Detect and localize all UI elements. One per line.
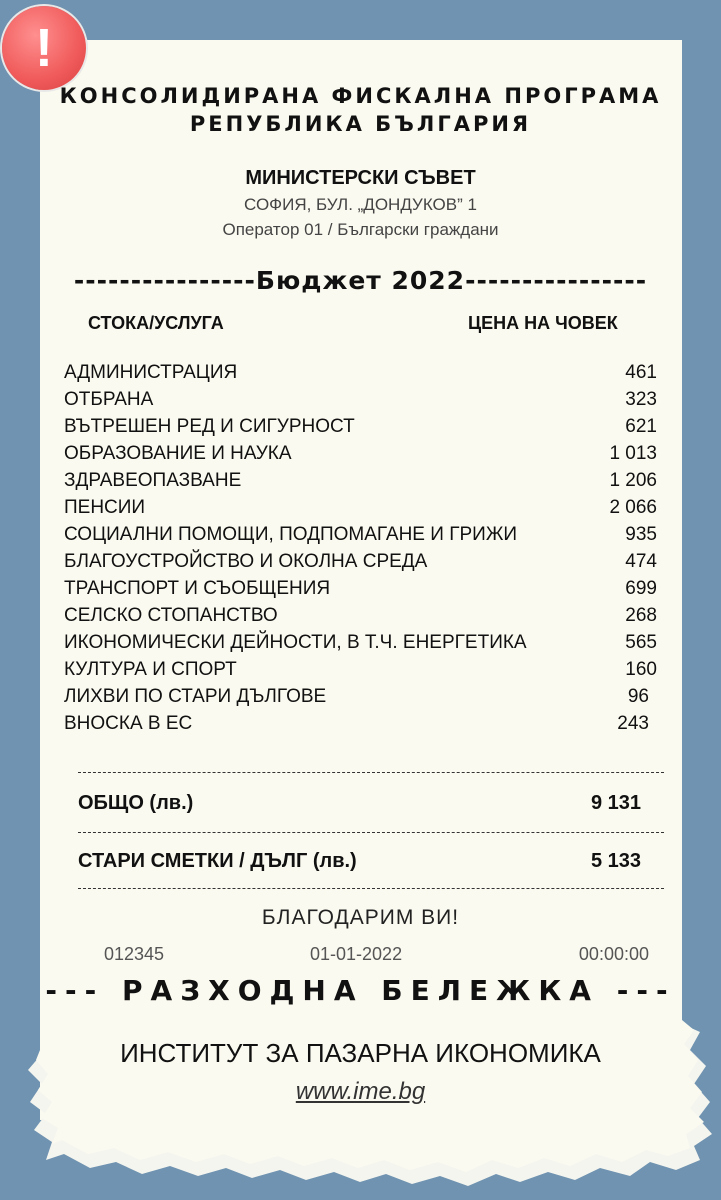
divider: [78, 888, 664, 889]
institute-name: ИНСТИТУТ ЗА ПАЗАРНА ИКОНОМИКА: [120, 1038, 601, 1068]
item-label: ТРАНСПОРТ И СЪОБЩЕНИЯ: [64, 578, 331, 599]
item-value: 1 013: [609, 443, 657, 464]
debt-label: СТАРИ СМЕТКИ / ДЪЛГ (лв.): [78, 850, 357, 872]
item-label: ЛИХВИ ПО СТАРИ ДЪЛГОВЕ: [64, 686, 327, 707]
item-value: 243: [617, 713, 649, 734]
item-label: ОТБРАНА: [64, 389, 154, 410]
item-label: БЛАГОУСТРОЙСТВО И ОКОЛНА СРЕДА: [64, 551, 428, 572]
budget-heading: ----------------Бюджет 2022----------------: [73, 266, 648, 295]
operator-line: Оператор 01 / Български граждани: [222, 220, 499, 239]
item-value: 160: [625, 659, 657, 680]
item-label: ИКОНОМИЧЕСКИ ДЕЙНОСТИ, В Т.Ч. ЕНЕРГЕТИКА: [64, 632, 527, 653]
item-value: 1 206: [609, 470, 657, 491]
divider: [78, 832, 664, 833]
thank-you-text: БЛАГОДАРИМ ВИ!: [261, 906, 460, 929]
item-value: 699: [625, 578, 657, 599]
receipt-label: --- РАЗХОДНА БЕЛЕЖКА ---: [45, 974, 676, 1007]
divider: [78, 772, 664, 773]
total-label: ОБЩО (лв.): [78, 792, 194, 814]
item-value: 461: [625, 362, 657, 383]
alert-icon: [2, 6, 86, 90]
column-header-price: ЦЕНА НА ЧОВЕК: [468, 313, 618, 333]
country-title: РЕПУБЛИКА БЪЛГАРИЯ: [189, 112, 532, 136]
item-value: 565: [625, 632, 657, 653]
item-value: 474: [625, 551, 657, 572]
receipt-date: 01-01-2022: [310, 944, 403, 964]
exclamation-icon: !: [35, 18, 53, 78]
item-label: ВНОСКА В ЕС: [64, 713, 193, 734]
item-label: СЕЛСКО СТОПАНСТВО: [64, 605, 278, 626]
item-value: 96: [627, 686, 649, 707]
receipt-time: 00:00:00: [578, 944, 649, 964]
program-title: КОНСОЛИДИРАНА ФИСКАЛНА ПРОГРАМА: [59, 84, 662, 108]
issuer-name: МИНИСТЕРСКИ СЪВЕТ: [245, 167, 476, 189]
item-label: СОЦИАЛНИ ПОМОЩИ, ПОДПОМАГАНЕ И ГРИЖИ: [64, 524, 518, 545]
column-header-item: СТОКА/УСЛУГА: [88, 313, 224, 333]
item-value: 268: [625, 605, 657, 626]
debt-value: 5 133: [590, 850, 641, 872]
issuer-address: СОФИЯ, БУЛ. „ДОНДУКОВ” 1: [244, 195, 477, 214]
item-value: 2 066: [609, 497, 657, 518]
item-label: АДМИНИСТРАЦИЯ: [64, 362, 238, 383]
total-value: 9 131: [590, 792, 641, 814]
website-link[interactable]: www.ime.bg: [295, 1078, 426, 1105]
item-label: КУЛТУРА И СПОРТ: [64, 659, 237, 680]
item-label: ПЕНСИИ: [64, 497, 146, 518]
item-value: 621: [625, 416, 657, 437]
item-label: ОБРАЗОВАНИЕ И НАУКА: [64, 443, 292, 464]
item-value: 323: [625, 389, 657, 410]
receipt-number: 012345: [104, 944, 165, 964]
item-value: 935: [625, 524, 657, 545]
item-label: ЗДРАВЕОПАЗВАНЕ: [64, 470, 242, 491]
item-label: ВЪТРЕШЕН РЕД И СИГУРНОСТ: [64, 416, 355, 437]
